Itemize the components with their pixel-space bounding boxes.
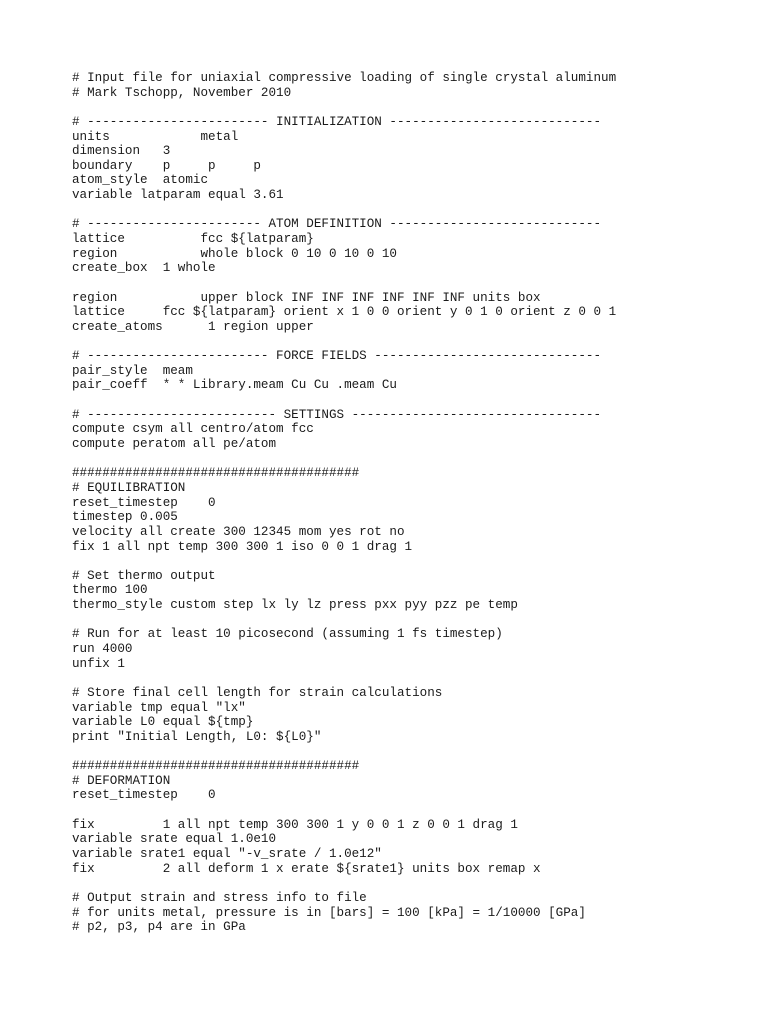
script-line: atom_style atomic [72,173,209,188]
script-line: variable L0 equal ${tmp} [72,715,254,730]
script-line: run 4000 [72,641,133,656]
script-line: # Output strain and stress info to file [72,890,367,905]
lammps-input-script [72,71,762,935]
script-line: pair_style meam [72,363,193,378]
script-line: boundary p p p [72,158,261,173]
script-line: fix 1 all npt temp 300 300 1 iso 0 0 1 drag 1 [72,539,413,554]
script-line [72,671,762,686]
script-line: # DEFORMATION [72,773,171,788]
script-line [72,393,762,408]
script-line: # Store final cell length for strain calculations [72,685,443,700]
script-line: fix 2 all deform 1 x erate ${srate1} units box remap x [72,861,541,876]
script-line [72,613,762,628]
script-line: ###################################### [72,466,360,481]
script-line: # EQUILIBRATION [72,480,186,495]
script-line: # ------------------------- SETTINGS --------------------------------- [72,407,602,422]
script-line [72,100,762,115]
script-line [72,554,762,569]
script-line: variable srate equal 1.0e10 [72,832,277,847]
script-line: # Set thermo output [72,568,216,583]
script-line: # Run for at least 10 picosecond (assuming 1 fs timestep) [72,627,503,642]
script-line: timestep 0.005 [72,510,178,525]
script-line: # for units metal, pressure is in [bars] = 100 [kPa] = 1/10000 [GPa] [72,905,586,920]
script-line: lattice fcc ${latparam} [72,232,314,247]
script-line [72,276,762,291]
script-line: dimension 3 [72,144,171,159]
script-line: create_box 1 whole [72,261,216,276]
script-line: create_atoms 1 region upper [72,319,314,334]
script-line: reset_timestep 0 [72,788,216,803]
script-line: velocity all create 300 12345 mom yes rot no [72,524,405,539]
script-line [72,203,762,218]
script-line: # ------------------------ INITIALIZATION ---------------------------- [72,114,602,129]
script-line: fix 1 all npt temp 300 300 1 y 0 0 1 z 0 0 1 drag 1 [72,817,518,832]
script-line: # Mark Tschopp, November 2010 [72,85,292,100]
script-line: variable latparam equal 3.61 [72,188,284,203]
script-line: compute csym all centro/atom fcc [72,422,314,437]
script-line: units metal [72,129,239,144]
script-line: unfix 1 [72,656,125,671]
script-line: ###################################### [72,759,360,774]
script-line: thermo 100 [72,583,148,598]
script-line: region whole block 0 10 0 10 0 10 [72,246,397,261]
script-line: # ----------------------- ATOM DEFINITION ---------------------------- [72,217,602,232]
script-line: lattice fcc ${latparam} orient x 1 0 0 orient y 0 1 0 orient z 0 0 1 [72,305,617,320]
script-line [72,452,762,467]
script-line: # Input file for uniaxial compressive loading of single crystal aluminum [72,71,617,85]
script-line: # ------------------------ FORCE FIELDS ------------------------------ [72,349,602,364]
script-line [72,744,762,759]
script-line: variable tmp equal "lx" [72,700,246,715]
script-line: pair_coeff * * Library.meam Cu Cu .meam Cu [72,378,397,393]
script-line: print "Initial Length, L0: ${L0}" [72,729,322,744]
script-line [72,803,762,818]
script-line: compute peratom all pe/atom [72,437,277,452]
script-line: thermo_style custom step lx ly lz press pxx pyy pzz pe temp [72,598,518,613]
script-line [72,876,762,891]
script-line: reset_timestep 0 [72,495,216,510]
script-line [72,335,762,350]
script-line: # p2, p3, p4 are in GPa [72,920,246,935]
script-line: variable srate1 equal "-v_srate / 1.0e12" [72,846,382,861]
script-line: region upper block INF INF INF INF INF INF units box [72,290,541,305]
